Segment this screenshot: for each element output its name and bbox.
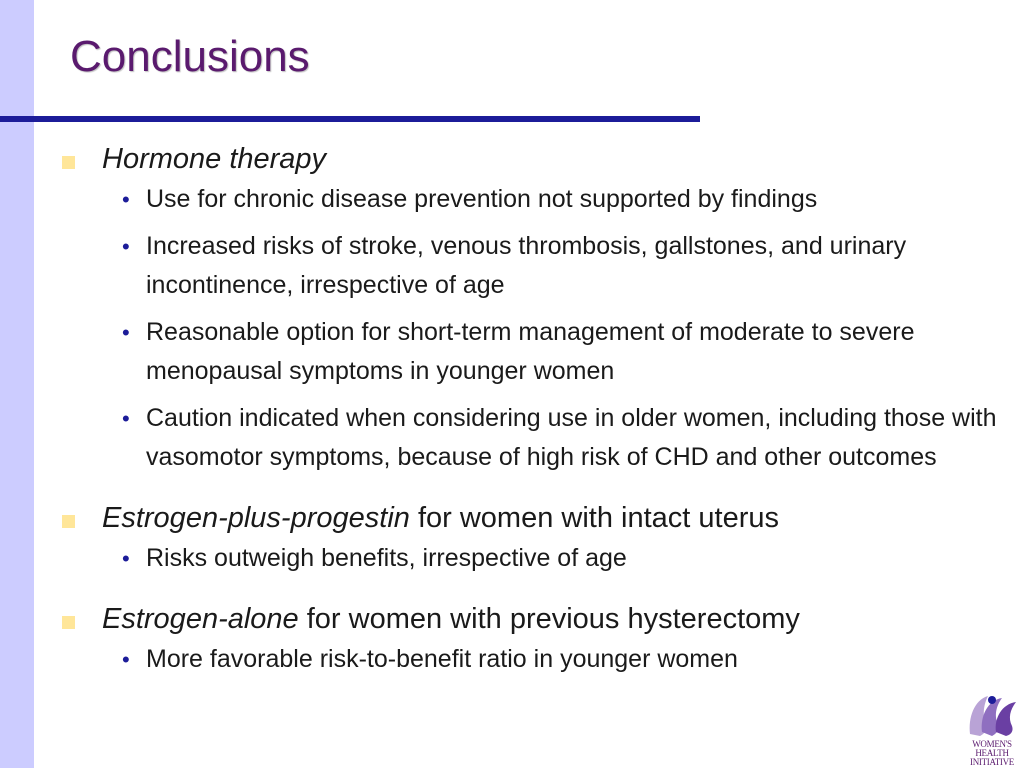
list-item-text: Increased risks of stroke, venous thrombosis, gallstones, and urinary incontinence, irrespective of age — [146, 232, 907, 299]
square-bullet-icon — [62, 616, 75, 629]
round-bullet-icon: • — [122, 406, 130, 431]
logo-text-line3: INITIATIVE — [970, 757, 1014, 767]
list-item — [122, 399, 1012, 477]
bullet-estrogen-alone — [62, 600, 1012, 638]
bullet-estrogen-plus-progestin — [62, 499, 1012, 537]
list-item — [122, 640, 1012, 679]
list-item-text: More favorable risk-to-benefit ratio in younger women — [146, 645, 738, 673]
sub-bullet-list — [62, 180, 1012, 477]
heading-italic: Hormone therapy — [102, 143, 327, 175]
logo-text-line2: HEALTH — [975, 748, 1009, 758]
slide-title: Conclusions — [70, 32, 310, 81]
womens-health-initiative-logo — [962, 688, 1022, 766]
title-underline-rule — [0, 116, 700, 122]
square-bullet-icon — [62, 156, 75, 169]
square-bullet-icon — [62, 515, 75, 528]
heading-italic: Estrogen-alone — [102, 603, 299, 635]
sub-bullet-list — [62, 640, 1012, 679]
logo-text-line1: WOMEN'S — [972, 739, 1012, 749]
list-item-text: Use for chronic disease prevention not supported by findings — [146, 185, 818, 213]
list-item — [122, 539, 1012, 578]
logo-figures-icon — [962, 688, 1022, 738]
list-item-text: Risks outweigh benefits, irrespective of age — [146, 544, 627, 572]
round-bullet-icon: • — [122, 647, 130, 672]
list-item-text: Caution indicated when considering use in older women, including those with vasomotor symptoms, because of high risk of CHD and other outcomes — [146, 404, 997, 471]
heading-italic: Estrogen-plus-progestin — [102, 502, 410, 534]
round-bullet-icon: • — [122, 546, 130, 571]
heading-rest: for women with intact uterus — [409, 502, 779, 534]
round-bullet-icon: • — [122, 187, 130, 212]
round-bullet-icon: • — [122, 320, 130, 345]
list-item — [122, 180, 1012, 219]
sub-bullet-list — [62, 539, 1012, 578]
slide-content — [62, 140, 1012, 687]
round-bullet-icon: • — [122, 234, 130, 259]
list-item — [122, 313, 1012, 391]
heading-rest: for women with previous hysterectomy — [298, 603, 800, 635]
bullet-hormone-therapy — [62, 140, 1012, 178]
list-item-text: Reasonable option for short-term management of moderate to severe menopausal symptoms in younger women — [146, 318, 915, 385]
list-item — [122, 227, 1012, 305]
